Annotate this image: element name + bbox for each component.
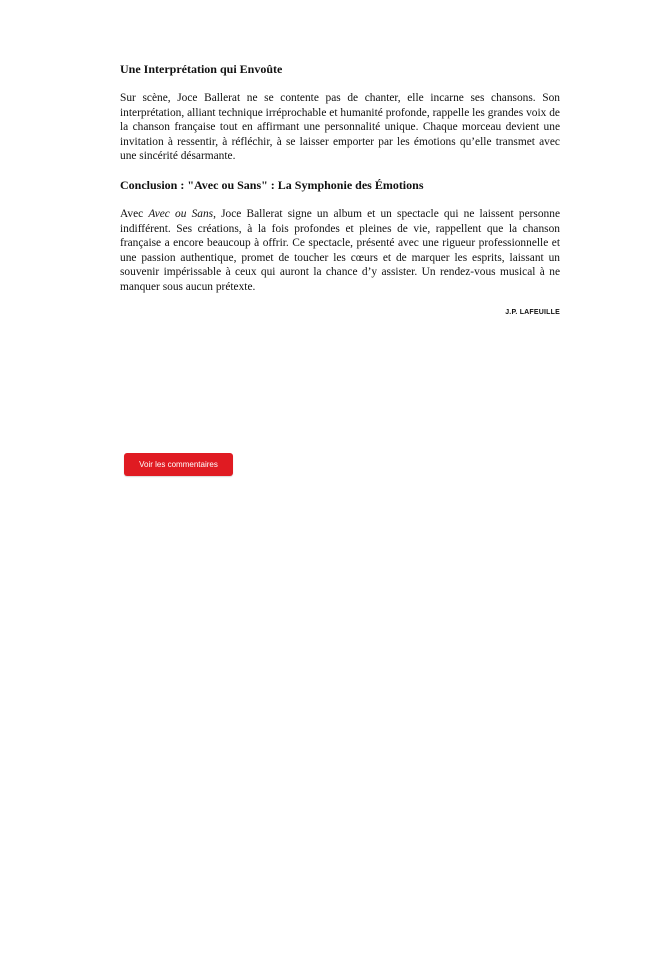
- album-title: Avec ou Sans: [148, 207, 214, 220]
- paragraph-interpretation: Sur scène, Joce Ballerat ne se contente pas de chanter, elle incarne ses chansons. Son interprétation, alliant technique irréprochable et humanité profonde, rappelle les grandes voix de la chanson française tout en affirmant une personnalité unique. Chaque morceau devient une invitation à ressentir, à réfléchir, à se laisser emporter par les émotions qu’elle transmet avec une sincérité désarmante.: [120, 92, 560, 163]
- author-signature: J.P. LAFEUILLE: [505, 308, 560, 316]
- paragraph-conclusion-rest: , Joce Ballerat signe un album et un spectacle qui ne laissent personne indifférent. Ses créations, à la fois profondes et pleines de vie, rappellent que la chanson française a encore beaucoup à offrir. Ce spectacle, présenté avec une rigueur professionnelle et une passion authentique, promet de toucher les cœurs et de marquer les esprits, laissant un souvenir impérissable à ceux qui auront la chance d’y assister. Un rendez-vous musical à ne manquer sous aucun prétexte.: [120, 207, 560, 293]
- paragraph-conclusion: [120, 207, 560, 295]
- paragraph-conclusion-start: Avec: [120, 207, 149, 220]
- view-comments-button[interactable]: Voir les commentaires: [124, 453, 233, 476]
- section-heading-conclusion: Conclusion : "Avec ou Sans" : La Symphonie des Émotions: [120, 177, 424, 192]
- section-heading-interpretation: Une Interprétation qui Envoûte: [120, 62, 283, 76]
- article-body: [120, 62, 560, 316]
